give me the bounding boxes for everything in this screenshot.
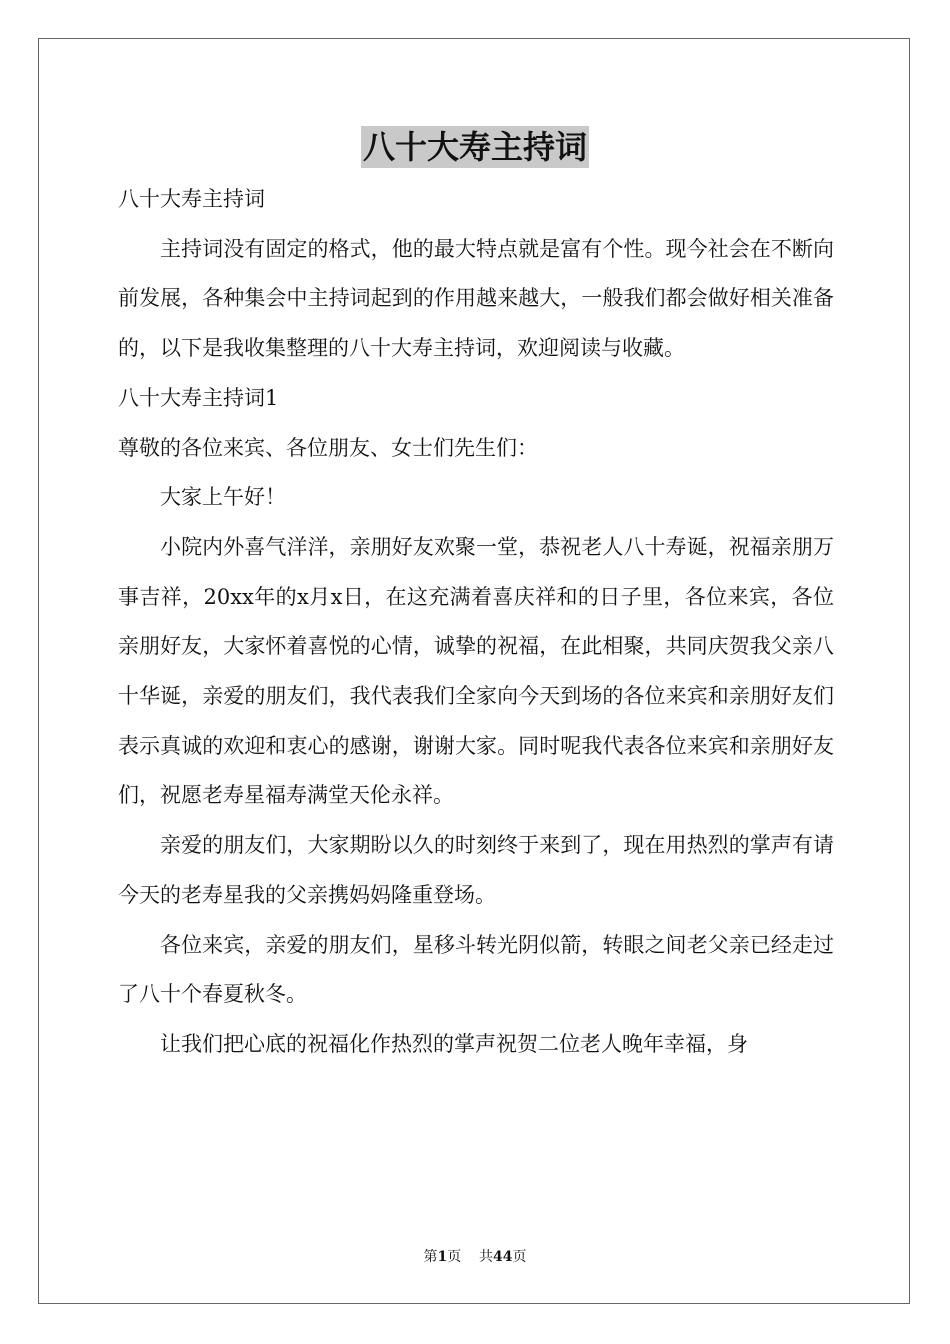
page-prefix: 第: [423, 1249, 438, 1265]
document-title: 八十大寿主持词: [362, 128, 587, 166]
paragraph: 各位来宾，亲爱的朋友们，星移斗转光阴似箭，转眼之间老父亲已经走过了八十个春夏秋冬。: [118, 932, 834, 1007]
paragraph: 八十大寿主持词: [118, 187, 265, 211]
total-prefix: 共: [479, 1249, 494, 1265]
document-body: [118, 175, 834, 1070]
paragraph: 小院内外喜气洋洋，亲朋好友欢聚一堂，恭祝老人八十寿诞，祝福亲朋万事吉祥，20xx年的x月x日，在这充满着喜庆祥和的日子里，各位来宾，各位亲朋好友，大家怀着喜悦的心情，诚挚的祝福，在此相聚，共同庆贺我父亲八十华诞，亲爱的朋友们，我代表我们全家向今天到场的各位来宾和亲朋好友们表示真诚的欢迎和衷心的感谢，谢谢大家。同时呢我代表各位来宾和亲朋好友们，祝愿老寿星福寿满堂天伦永祥。: [118, 534, 834, 808]
page-footer: [0, 1246, 950, 1266]
total-pages-number: 44: [493, 1249, 513, 1265]
title-container: [0, 126, 950, 168]
paragraph: 让我们把心底的祝福化作热烈的掌声祝贺二位老人晚年幸福，身: [160, 1031, 748, 1056]
total-suffix: 页: [512, 1249, 527, 1265]
paragraph: 亲爱的朋友们，大家期盼以久的时刻终于来到了，现在用热烈的掌声有请今天的老寿星我的父亲携妈妈隆重登场。: [118, 833, 834, 907]
current-page-number: 1: [437, 1249, 448, 1265]
paragraph: 八十大寿主持词1: [118, 385, 279, 410]
paragraph: 尊敬的各位来宾、各位朋友、女士们先生们：: [118, 435, 538, 460]
paragraph: 大家上午好！: [160, 485, 286, 510]
page-suffix: 页: [447, 1249, 462, 1265]
paragraph: 主持词没有固定的格式，他的最大特点就是富有个性。现今社会在不断向前发展，各种集会中主持词起到的作用越来越大，一般我们都会做好相关准备的，以下是我收集整理的八十大寿主持词，欢迎阅读与收藏。: [118, 236, 834, 361]
